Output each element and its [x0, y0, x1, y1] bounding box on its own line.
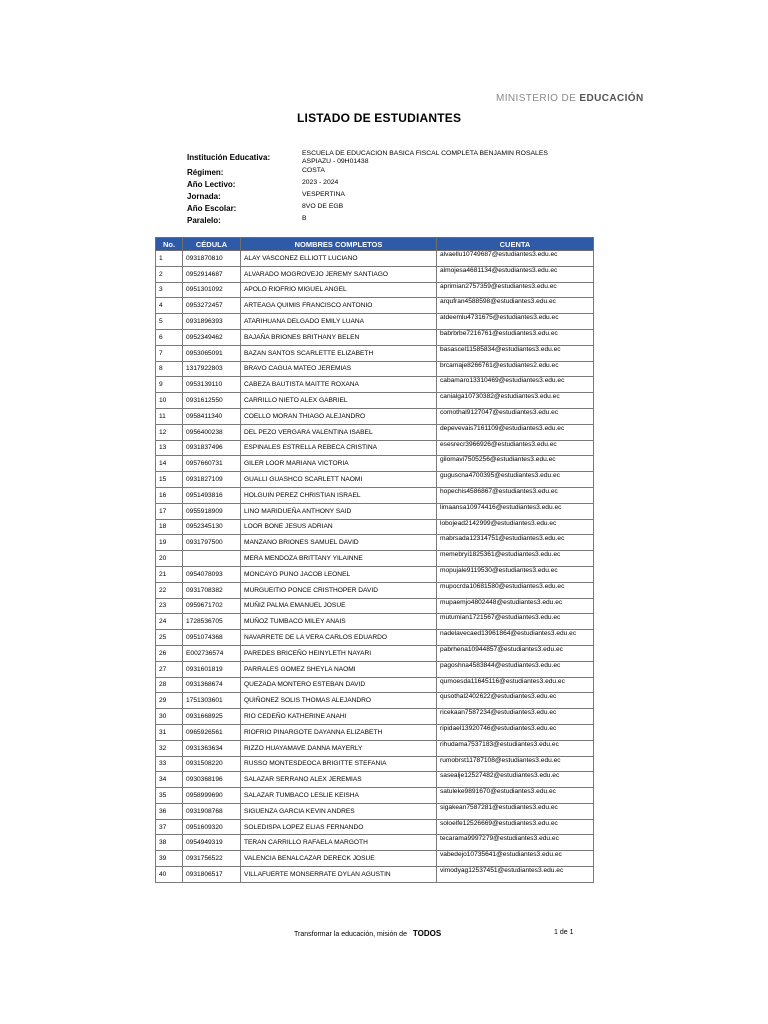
cell-no: 10 [156, 393, 183, 409]
cell-cuenta: brcamaje8266761@estudiantes2.edu.ec [437, 361, 594, 377]
cell-nombre: MURGUEITIO PONCE CRISTHOPER DAVID [241, 582, 437, 598]
cell-cedula: 0953139110 [183, 377, 241, 393]
cell-no: 35 [156, 788, 183, 804]
info-value: VESPERTINA [302, 191, 345, 198]
cell-no: 14 [156, 456, 183, 472]
cell-no: 24 [156, 614, 183, 630]
cell-nombre: ESPINALES ESTRELLA REBECA CRISTINA [241, 440, 437, 456]
cell-nombre: COELLO MORAN THIAGO ALEJANDRO [241, 408, 437, 424]
cell-nombre: NAVARRETE DE LA VERA CARLOS EDUARDO [241, 630, 437, 646]
cell-nombre: APOLO RIOFRIO MIGUEL ANGEL [241, 282, 437, 298]
cell-cedula: 0959671702 [183, 598, 241, 614]
table-row [156, 756, 594, 772]
cell-no: 29 [156, 693, 183, 709]
info-row [187, 190, 587, 202]
table-row [156, 298, 594, 314]
cell-cuenta: qumoesda11645116@estudiantes3.edu.ec [437, 677, 594, 693]
cell-no: 8 [156, 361, 183, 377]
cell-nombre: RIZZO HUAYAMAVE DANNA MAYERLY [241, 740, 437, 756]
cell-cedula: 0957660731 [183, 456, 241, 472]
cell-nombre: GUALLI GUASHCO SCARLETT NAOMI [241, 472, 437, 488]
table-row [156, 535, 594, 551]
footer-slogan [294, 929, 441, 938]
cell-cuenta: gilomavi7505256@estudiantes3.edu.ec [437, 456, 594, 472]
table-row [156, 803, 594, 819]
table-row [156, 440, 594, 456]
cell-nombre: QUIÑONEZ SOLIS THOMAS ALEJANDRO [241, 693, 437, 709]
cell-cuenta: canialga10730382@estudiantes3.edu.ec [437, 393, 594, 409]
cell-no: 25 [156, 630, 183, 646]
cell-nombre: MANZANO BRIONES SAMUEL DAVID [241, 535, 437, 551]
table-row [156, 724, 594, 740]
cell-cuenta: mupocrda10681580@estudiantes3.edu.ec [437, 582, 594, 598]
info-value: ESCUELA DE EDUCACION BASICA FISCAL COMPLETA BENJAMIN ROSALES ASPIAZU - 09H01438 [302, 150, 548, 165]
info-row [187, 166, 587, 178]
cell-cedula: 0931756522 [183, 851, 241, 867]
table-row [156, 251, 594, 267]
cell-nombre: MERA MENDOZA BRITTANY YILAINNE [241, 551, 437, 567]
table-row [156, 329, 594, 345]
table-row [156, 566, 594, 582]
table-row [156, 851, 594, 867]
table-row [156, 614, 594, 630]
cell-cuenta: aprimian2757359@estudiantes3.edu.ec [437, 282, 594, 298]
info-row [187, 202, 587, 214]
cell-nombre: ARTEAGA QUIMIS FRANCISCO ANTONIO [241, 298, 437, 314]
info-label: Año Lectivo: [187, 180, 236, 189]
header-cuenta: CUENTA [437, 238, 594, 251]
info-value: B [302, 215, 307, 222]
cell-cuenta: rumobrst11787108@estudiantes3.edu.ec [437, 756, 594, 772]
cell-no: 30 [156, 709, 183, 725]
table-row [156, 772, 594, 788]
table-row [156, 361, 594, 377]
page-title: LISTADO DE ESTUDIANTES [297, 111, 462, 125]
cell-no: 36 [156, 803, 183, 819]
cell-cedula: 0931668925 [183, 709, 241, 725]
cell-cuenta: vimodyag12537451@estudiantes3.edu.ec [437, 867, 594, 883]
table-row [156, 867, 594, 883]
cell-cedula: 0954949319 [183, 835, 241, 851]
cell-cuenta: alvaellu10749687@estudiantes3.edu.ec [437, 251, 594, 267]
cell-nombre: TERAN CARRILLO RAFAELA MARGOTH [241, 835, 437, 851]
table-row [156, 519, 594, 535]
cell-nombre: VALENCIA BENALCAZAR DERECK JOSUE [241, 851, 437, 867]
table-row [156, 282, 594, 298]
info-label: Institución Educativa: [187, 153, 271, 162]
cell-cuenta: mopujale9119530@estudiantes3.edu.ec [437, 566, 594, 582]
cell-nombre: SIGUENZA GARCIA KEVIN ANDRES [241, 803, 437, 819]
cell-cedula: 0953272457 [183, 298, 241, 314]
cell-cuenta: almojesa4681134@estudiantes3.edu.ec [437, 266, 594, 282]
cell-cuenta: cabamaro13310469@estudiantes3.edu.ec [437, 377, 594, 393]
cell-cuenta: rihudama7537183@estudiantes3.edu.ec [437, 740, 594, 756]
cell-cuenta: hopechis4586867@estudiantes3.edu.ec [437, 487, 594, 503]
cell-no: 16 [156, 487, 183, 503]
cell-no: 19 [156, 535, 183, 551]
ministry-logo [496, 93, 644, 104]
cell-cuenta: depevevais7161109@estudiantes3.edu.ec [437, 424, 594, 440]
cell-cuenta: tecarama9997279@estudiantes3.edu.ec [437, 835, 594, 851]
cell-cedula: 0958999690 [183, 788, 241, 804]
cell-cuenta: vabedejo10735641@estudiantes3.edu.ec [437, 851, 594, 867]
cell-cedula: 1751303601 [183, 693, 241, 709]
table-row [156, 377, 594, 393]
cell-cedula: 0931896393 [183, 314, 241, 330]
institution-info [187, 151, 587, 226]
cell-no: 38 [156, 835, 183, 851]
cell-cuenta: lobojead2142999@estudiantes3.edu.ec [437, 519, 594, 535]
cell-nombre: PARRALES GOMEZ SHEYLA NAOMI [241, 661, 437, 677]
cell-cedula: 0931363634 [183, 740, 241, 756]
cell-cuenta: mupaemjo4802448@estudiantes3.edu.ec [437, 598, 594, 614]
cell-cedula: 0955918909 [183, 503, 241, 519]
info-row [187, 178, 587, 190]
table-row [156, 456, 594, 472]
table-header-row [156, 238, 594, 251]
cell-nombre: SOLEDISPA LOPEZ ELIAS FERNANDO [241, 819, 437, 835]
cell-cedula: 0931837496 [183, 440, 241, 456]
cell-nombre: ALVARADO MOGROVEJO JEREMY SANTIAGO [241, 266, 437, 282]
cell-cuenta: satuleke9891670@estudiantes3.edu.ec [437, 788, 594, 804]
cell-cuenta: comothal9127047@estudiantes3.edu.ec [437, 408, 594, 424]
cell-cedula: 0954078093 [183, 566, 241, 582]
cell-nombre: GILER LOOR MARIANA VICTORIA [241, 456, 437, 472]
table-row [156, 645, 594, 661]
ministry-logo-bold: EDUCACIÓN [579, 93, 644, 104]
cell-nombre: BAJAÑA BRIONES BRITHANY BELEN [241, 329, 437, 345]
cell-nombre: SALAZAR TUMBACO LESLIE KEISHA [241, 788, 437, 804]
info-label: Año Escolar: [187, 204, 237, 213]
cell-cedula: 0952914687 [183, 266, 241, 282]
table-row [156, 314, 594, 330]
cell-cuenta: guguscna4700395@estudiantes3.edu.ec [437, 472, 594, 488]
info-value: COSTA [302, 167, 325, 174]
table-row [156, 598, 594, 614]
table-row [156, 677, 594, 693]
cell-nombre: SALAZAR SERRANO ALEX JEREMIAS [241, 772, 437, 788]
cell-cedula: 0931508220 [183, 756, 241, 772]
cell-cedula: E002736574 [183, 645, 241, 661]
cell-cedula: 0952349462 [183, 329, 241, 345]
cell-nombre: PAREDES BRICEÑO HEINYLETH NAYARI [241, 645, 437, 661]
cell-cuenta: pabrhena10944857@estudiantes3.edu.ec [437, 645, 594, 661]
table-row [156, 788, 594, 804]
cell-cuenta: ricekaan7587234@estudiantes3.edu.ec [437, 709, 594, 725]
cell-nombre: LOOR BONE JESUS ADRIAN [241, 519, 437, 535]
table-row [156, 740, 594, 756]
cell-cedula [183, 551, 241, 567]
cell-no: 4 [156, 298, 183, 314]
cell-cedula: 0931806517 [183, 867, 241, 883]
cell-no: 31 [156, 724, 183, 740]
cell-nombre: RUSSO MONTESDEOCA BRIGITTE STEFANIA [241, 756, 437, 772]
cell-nombre: LINO MARIDUEÑA ANTHONY SAID [241, 503, 437, 519]
cell-no: 7 [156, 345, 183, 361]
cell-cuenta: pagoshna4583844@estudiantes3.edu.ec [437, 661, 594, 677]
table-row [156, 693, 594, 709]
cell-no: 28 [156, 677, 183, 693]
cell-cuenta: limaansa10974416@estudiantes3.edu.ec [437, 503, 594, 519]
cell-no: 9 [156, 377, 183, 393]
cell-no: 40 [156, 867, 183, 883]
table-row [156, 661, 594, 677]
table-row [156, 472, 594, 488]
cell-nombre: RIO CEDEÑO KATHERINE ANAHI [241, 709, 437, 725]
cell-cedula: 0951493816 [183, 487, 241, 503]
cell-cedula: 0965926561 [183, 724, 241, 740]
table-row [156, 819, 594, 835]
info-label: Régimen: [187, 168, 224, 177]
table-row [156, 503, 594, 519]
footer-slogan-emphasis: TODOS [412, 929, 442, 938]
cell-cedula: 0930368196 [183, 772, 241, 788]
info-row [187, 151, 587, 166]
info-value: 2023 - 2024 [302, 179, 339, 186]
table-row [156, 408, 594, 424]
page-number: 1 de 1 [554, 929, 574, 936]
cell-no: 27 [156, 661, 183, 677]
info-value: 8VO DE EGB [302, 203, 344, 210]
cell-cuenta: atdeemlu4731675@estudiantes3.edu.ec [437, 314, 594, 330]
cell-nombre: CARRILLO NIETO ALEX GABRIEL [241, 393, 437, 409]
cell-cedula: 0931870810 [183, 251, 241, 267]
cell-cedula: 0953065091 [183, 345, 241, 361]
cell-cuenta: basascel11585834@estudiantes3.edu.ec [437, 345, 594, 361]
cell-cedula: 0951609320 [183, 819, 241, 835]
cell-no: 21 [156, 566, 183, 582]
cell-no: 13 [156, 440, 183, 456]
header-no: No. [156, 238, 183, 251]
table-row [156, 487, 594, 503]
cell-no: 22 [156, 582, 183, 598]
cell-cedula: 0956400238 [183, 424, 241, 440]
table-row [156, 582, 594, 598]
cell-cedula: 0951074368 [183, 630, 241, 646]
cell-no: 1 [156, 251, 183, 267]
students-table [155, 237, 594, 883]
cell-no: 23 [156, 598, 183, 614]
table-row [156, 630, 594, 646]
cell-no: 15 [156, 472, 183, 488]
cell-nombre: CABEZA BAUTISTA MAITTE ROXANA [241, 377, 437, 393]
cell-nombre: RIOFRIO PINARGOTE DAYANNA ELIZABETH [241, 724, 437, 740]
info-row [187, 214, 587, 226]
cell-cuenta: nadelavecaed13961864@estudiantes3.edu.ec [437, 630, 594, 646]
cell-cedula: 0952345130 [183, 519, 241, 535]
cell-cuenta: arqufran4588598@estudiantes3.edu.ec [437, 298, 594, 314]
table-body [156, 251, 594, 883]
cell-cedula: 0931827109 [183, 472, 241, 488]
cell-cuenta: sigakean7587281@estudiantes3.edu.ec [437, 803, 594, 819]
cell-no: 11 [156, 408, 183, 424]
cell-nombre: HOLGUIN PEREZ CHRISTIAN ISRAEL [241, 487, 437, 503]
table-row [156, 424, 594, 440]
cell-cuenta: sasealje12527482@estudiantes3.edu.ec [437, 772, 594, 788]
cell-nombre: MUÑOZ TUMBACO MILEY ANAIS [241, 614, 437, 630]
cell-cuenta: mabrsada12314751@estudiantes3.edu.ec [437, 535, 594, 551]
cell-cuenta: esesrecr3966926@estudiantes3.edu.ec [437, 440, 594, 456]
info-label: Jornada: [187, 192, 221, 201]
cell-no: 32 [156, 740, 183, 756]
ministry-logo-light: MINISTERIO DE [496, 93, 577, 104]
table-row [156, 551, 594, 567]
cell-no: 5 [156, 314, 183, 330]
cell-no: 6 [156, 329, 183, 345]
cell-cedula: 0931368674 [183, 677, 241, 693]
cell-nombre: ATARIHUANA DELGADO EMILY LUANA [241, 314, 437, 330]
cell-no: 20 [156, 551, 183, 567]
cell-no: 3 [156, 282, 183, 298]
cell-cedula: 1728536705 [183, 614, 241, 630]
cell-nombre: MUÑIZ PALMA EMANUEL JOSUE [241, 598, 437, 614]
header-cedula: CÉDULA [183, 238, 241, 251]
cell-cuenta: ripidael13920746@estudiantes3.edu.ec [437, 724, 594, 740]
cell-no: 33 [156, 756, 183, 772]
cell-nombre: DEL PEZO VERGARA VALENTINA ISABEL [241, 424, 437, 440]
cell-nombre: BAZAN SANTOS SCARLETTE ELIZABETH [241, 345, 437, 361]
cell-no: 18 [156, 519, 183, 535]
cell-cuenta: qusothal2402622@estudiantes3.edu.ec [437, 693, 594, 709]
table-row [156, 835, 594, 851]
info-label: Paralelo: [187, 216, 221, 225]
cell-cedula: 0958411340 [183, 408, 241, 424]
cell-cedula: 0931601819 [183, 661, 241, 677]
cell-nombre: VILLAFUERTE MONSERRATE DYLAN AGUSTIN [241, 867, 437, 883]
cell-no: 34 [156, 772, 183, 788]
header-nombres: NOMBRES COMPLETOS [241, 238, 437, 251]
footer-slogan-text: Transformar la educación, misión de [294, 931, 407, 938]
cell-nombre: MONCAYO PUNO JACOB LEONEL [241, 566, 437, 582]
cell-no: 17 [156, 503, 183, 519]
cell-no: 26 [156, 645, 183, 661]
cell-no: 37 [156, 819, 183, 835]
cell-cuenta: babrbrbe7216761@estudiantes3.edu.ec [437, 329, 594, 345]
cell-nombre: BRAVO CAGUA MATEO JEREMIAS [241, 361, 437, 377]
cell-no: 2 [156, 266, 183, 282]
cell-no: 12 [156, 424, 183, 440]
cell-cedula: 0931612550 [183, 393, 241, 409]
cell-cedula: 0931708382 [183, 582, 241, 598]
cell-no: 39 [156, 851, 183, 867]
cell-nombre: QUEZADA MONTERO ESTEBAN DAVID [241, 677, 437, 693]
table-row [156, 266, 594, 282]
cell-cedula: 0931908768 [183, 803, 241, 819]
table-row [156, 345, 594, 361]
table-row [156, 393, 594, 409]
cell-cedula: 1317922803 [183, 361, 241, 377]
table-row [156, 709, 594, 725]
cell-nombre: ALAY VASCONEZ ELLIOTT LUCIANO [241, 251, 437, 267]
cell-cuenta: memebryi1825361@estudiantes3.edu.ec [437, 551, 594, 567]
cell-cuenta: mutumian1721567@estudiantes3.edu.ec [437, 614, 594, 630]
cell-cuenta: soloelfe12526669@estudiantes3.edu.ec [437, 819, 594, 835]
cell-cedula: 0951301092 [183, 282, 241, 298]
cell-cedula: 0931797500 [183, 535, 241, 551]
